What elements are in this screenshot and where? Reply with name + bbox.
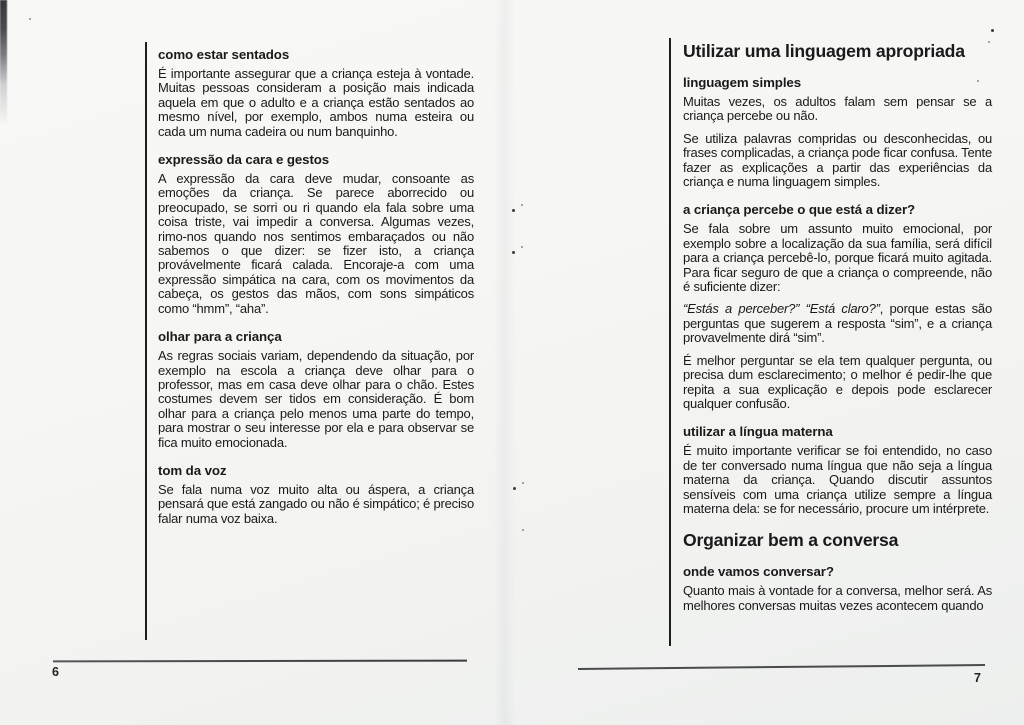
section-heading-expressao-da-cara: expressão da cara e gestos bbox=[158, 152, 330, 168]
left-page-footer-rule bbox=[53, 660, 467, 663]
page-number-left: 6 bbox=[52, 665, 59, 679]
paragraph: Se utiliza palavras compridas ou desconhecidas, ou frases complicadas, a criança pode ficar confusa. Tente fazer as explicações a partir das experiências da criança e numa linguagem simples. bbox=[683, 130, 992, 190]
scan-speck bbox=[29, 18, 31, 20]
chapter-title-utilizar-linguagem: Utilizar uma linguagem apropriada bbox=[683, 41, 965, 61]
right-page-margin-rule bbox=[669, 38, 671, 646]
right-page-footer-rule bbox=[578, 664, 985, 670]
paragraph: Se fala numa voz muito alta ou áspera, a criança pensará que está zangado ou não é simpático; é preciso falar numa voz baixa. bbox=[158, 481, 474, 526]
scan-speck bbox=[512, 251, 515, 254]
section-heading-onde-vamos-conversar: onde vamos conversar? bbox=[683, 564, 834, 580]
paragraph: As regras sociais variam, dependendo da situação, por exemplo na escola a criança deve olhar para o professor, mas em casa deve olhar para o chão. Estes costumes devem ser tidos em consideração. É bom olhar para a criança pelo menos uma parte do tempo, para mostrar o seu interesse por ela e para observar se fica muito emocionada. bbox=[158, 348, 474, 450]
paragraph: É importante assegurar que a criança esteja à vontade. Muitas pessoas consideram a posição mais indicada aquela em que o adulto e a criança estão sentados ao mesmo nível, por exemplo, ambos numa esteira ou cada um numa cadeira ou num banquinho. bbox=[158, 66, 474, 139]
paragraph: É melhor perguntar se ela tem qualquer pergunta, ou precisa dum esclarecimento; o melhor é pedir-lhe que repita a sua explicação e depois pode esclarecer qualquer confusão. bbox=[683, 352, 992, 411]
scan-speck bbox=[522, 482, 524, 484]
scan-edge-smudge bbox=[0, 0, 7, 125]
paragraph: Quanto mais à vontade for a conversa, melhor será. As melhores conversas muitas vezes acontecem quando bbox=[683, 583, 992, 613]
section-heading-lingua-materna: utilizar a língua materna bbox=[683, 424, 833, 440]
paragraph: A expressão da cara deve mudar, consoante as emoções da criança. Se parece aborrecido ou preocupado, se sorri ou ri quando ela fala sobre uma coisa triste, vai impedir a conversa. Algumas vezes, rimo-nos quando nos sentimos embaraçados ou não sabemos o que dizer: se fizer isto, a criança provávelmente ficará calada. Encoraje-a com uma expressão simpática na cara, com os movimentos da cabeça, os gestos das mãos, com sons simpáticos como “hmm”, “aha”. bbox=[158, 171, 474, 316]
scan-speck bbox=[991, 29, 994, 32]
section-heading-como-estar-sentados: como estar sentados bbox=[158, 47, 290, 62]
paragraph: Muitas vezes, os adultos falam sem pensar se a criança percebe ou não. bbox=[683, 94, 992, 124]
scan-speck bbox=[512, 209, 515, 212]
section-heading-crianca-percebe: a criança percebe o que está a dizer? bbox=[683, 202, 916, 218]
scan-speck bbox=[513, 487, 516, 490]
quoted-questions-italic: “Estás a perceber?” “Está claro?” bbox=[683, 301, 880, 317]
paragraph-with-quotes bbox=[683, 302, 992, 345]
quote-continuation: , porque estas são perguntas que sugerem a resposta “sim”, e a criança provavelmente dirá “sim”. bbox=[683, 301, 992, 346]
scan-speck bbox=[521, 246, 523, 248]
left-page-text-column bbox=[158, 47, 474, 534]
scan-speck bbox=[521, 204, 523, 206]
scan-speck bbox=[522, 529, 524, 531]
section-heading-linguagem-simples: linguagem simples bbox=[683, 75, 802, 90]
paragraph: Se fala sobre um assunto muito emocional, por exemplo sobre a localização da sua família, será difícil para a criança percebê-lo, porque ficará muito agitada. Para ficar seguro de que a criança o compreende, não é suficiente dizer: bbox=[683, 221, 992, 295]
section-heading-olhar-para-a-crianca: olhar para a criança bbox=[158, 329, 282, 345]
chapter-title-organizar-conversa: Organizar bem a conversa bbox=[683, 530, 899, 551]
section-heading-tom-da-voz: tom da voz bbox=[158, 462, 227, 478]
right-page-text-column bbox=[683, 41, 992, 621]
page-gutter-crease bbox=[494, 0, 516, 725]
left-page-margin-rule bbox=[145, 42, 147, 640]
paragraph: É muito importante verificar se foi entendido, no caso de ter conversado numa língua que não seja a língua materna da criança. Quando discutir assuntos sensíveis com uma criança utilize sempre a língua materna dela: se for necessário, procure um intérprete. bbox=[683, 443, 992, 516]
page-number-right: 7 bbox=[974, 671, 981, 685]
